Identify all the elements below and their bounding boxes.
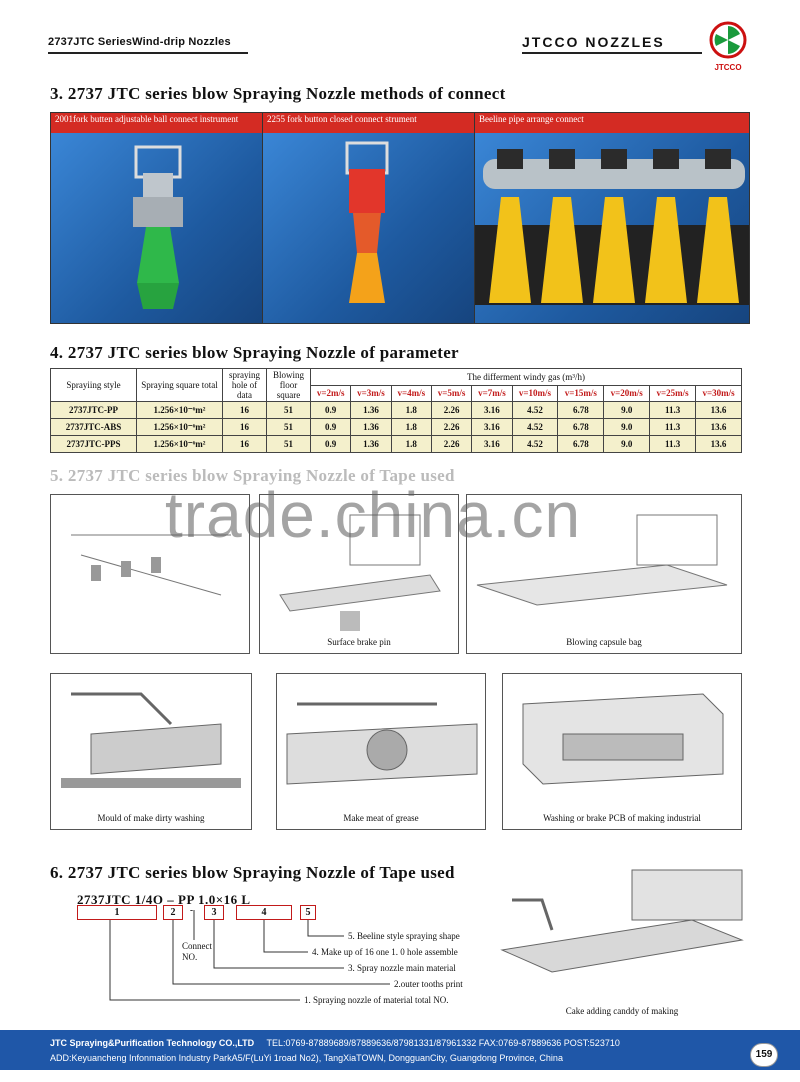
cell-value: 1.8 [391,402,431,419]
cell-value: 1.36 [351,436,391,453]
cell-total: 1.256×10⁻⁶m² [137,419,223,436]
speed-header: v=15m/s [558,385,604,402]
col-windy-gas: The differment windy gas (m³/h) [311,369,742,386]
speed-header: v=5m/s [431,385,471,402]
legend-item-4: 4. Make up of 16 one 1. 0 hole assemble [312,947,458,957]
header-brand: JTCCO NOZZLES [522,34,665,50]
cell-value: 13.6 [696,436,742,453]
cell-value: 2.26 [431,402,471,419]
cell-value: 1.8 [391,419,431,436]
illustration-caption: Mould of make dirty washing [97,813,205,823]
cell-value: 0.9 [311,436,351,453]
code-box-2: 2 [163,905,183,920]
code-box-5: 5 [300,905,316,920]
code-box-4: 4 [236,905,292,920]
footer-company: JTC Spraying&Purification Technology CO.,LTD [50,1038,255,1048]
cell-value: 13.6 [696,402,742,419]
footer [0,1030,800,1070]
cell-value: 6.78 [558,402,604,419]
cell-value: 1.8 [391,436,431,453]
cell-value: 0.9 [311,402,351,419]
speed-header: v=7m/s [472,385,512,402]
cell-value: 3.16 [472,402,512,419]
speed-header: v=4m/s [391,385,431,402]
section4-title: 4. 2737 JTC series blow Spraying Nozzle of parameter [50,343,459,362]
cell-value: 4.52 [512,436,558,453]
footer-address: ADD:Keyuancheng Infonmation Industry ParkA5/F(LuYi 1road No2), TangXiaTOWN, DongguanCity, Guangdong Province, China [50,1053,563,1063]
legend-item-3: 3. Spray nozzle main material [348,963,456,973]
cell-value: 6.78 [558,436,604,453]
speed-header: v=10m/s [512,385,558,402]
cell-floor: 51 [267,402,311,419]
logo-text: JTCCO [714,63,742,72]
watermark: trade.china.cn [165,479,582,551]
illustration-caption: Blowing capsule bag [566,637,642,647]
cake-illustration [492,860,752,1016]
col-total: Spraying square total [137,369,223,402]
legend-item-5: 5. Beeline style spraying shape [348,931,460,941]
cell-total: 1.256×10⁻⁶m² [137,436,223,453]
col-style: Sprayiing style [51,369,137,402]
page-number: 159 [750,1043,778,1067]
speed-header: v=20m/s [604,385,650,402]
cell-value: 4.52 [512,419,558,436]
speed-header: v=30m/s [696,385,742,402]
illustration-caption: Washing or brake PCB of making industrial [543,813,701,823]
cell-value: 9.0 [604,419,650,436]
cell-value: 2.26 [431,436,471,453]
illustration-caption: Surface brake pin [327,637,391,647]
cell-value: 11.3 [650,402,696,419]
code-dash: - [190,905,193,915]
legend-item-1: 1. Spraying nozzle of material total NO. [304,995,449,1005]
cell-value: 3.16 [472,419,512,436]
model-code: 2737JTC 1/4O – PP 1.0×16 L [77,892,251,907]
cell-hole: 16 [223,419,267,436]
code-box-3: 3 [204,905,224,920]
cell-style: 2737JTC-ABS [51,419,137,436]
cell-value: 6.78 [558,419,604,436]
cell-value: 9.0 [604,402,650,419]
cell-value: 2.26 [431,419,471,436]
header-series-title: 2737JTC SeriesWind-drip Nozzles [48,36,231,48]
cell-value: 11.3 [650,419,696,436]
footer-contact: TEL:0769-87889689/87889636/87981331/87961332 FAX:0769-87889636 POST:523710 [266,1038,620,1048]
col-floor: Blowing floor square [267,369,311,402]
speed-header: v=3m/s [351,385,391,402]
section6-title: 6. 2737 JTC series blow Spraying Nozzle of Tape used [50,863,455,882]
connect-no-label: Connect NO. [182,941,212,962]
photo-caption: 2001fork butten adjustable ball connect instrument [51,113,262,133]
speed-header: v=2m/s [311,385,351,402]
cell-hole: 16 [223,402,267,419]
cell-total: 1.256×10⁻⁶m² [137,402,223,419]
cake-caption: Cake adding canddy of making [565,1006,679,1016]
cell-style: 2737JTC-PPS [51,436,137,453]
cell-value: 9.0 [604,436,650,453]
cell-floor: 51 [267,419,311,436]
cell-style: 2737JTC-PP [51,402,137,419]
cell-value: 11.3 [650,436,696,453]
legend-item-2: 2.outer tooths print [394,979,463,989]
cell-floor: 51 [267,436,311,453]
col-hole: spraying hole of data [223,369,267,402]
cell-hole: 16 [223,436,267,453]
speed-header: v=25m/s [650,385,696,402]
photo-caption: Beeline pipe arrange connect [475,113,749,133]
cell-value: 13.6 [696,419,742,436]
code-box-1: 1 [77,905,157,920]
section3-title: 3. 2737 JTC series blow Spraying Nozzle methods of connect [50,84,506,103]
section5-title: 5. 2737 JTC series blow Spraying Nozzle of Tape used [50,466,455,485]
cell-value: 4.52 [512,402,558,419]
cell-value: 3.16 [472,436,512,453]
cake-line-sketch [492,860,752,996]
cell-value: 0.9 [311,419,351,436]
photo-caption: 2255 fork button closed connect strument [263,113,474,133]
illustration-caption: Make meat of grease [343,813,419,823]
cell-value: 1.36 [351,419,391,436]
cell-value: 1.36 [351,402,391,419]
